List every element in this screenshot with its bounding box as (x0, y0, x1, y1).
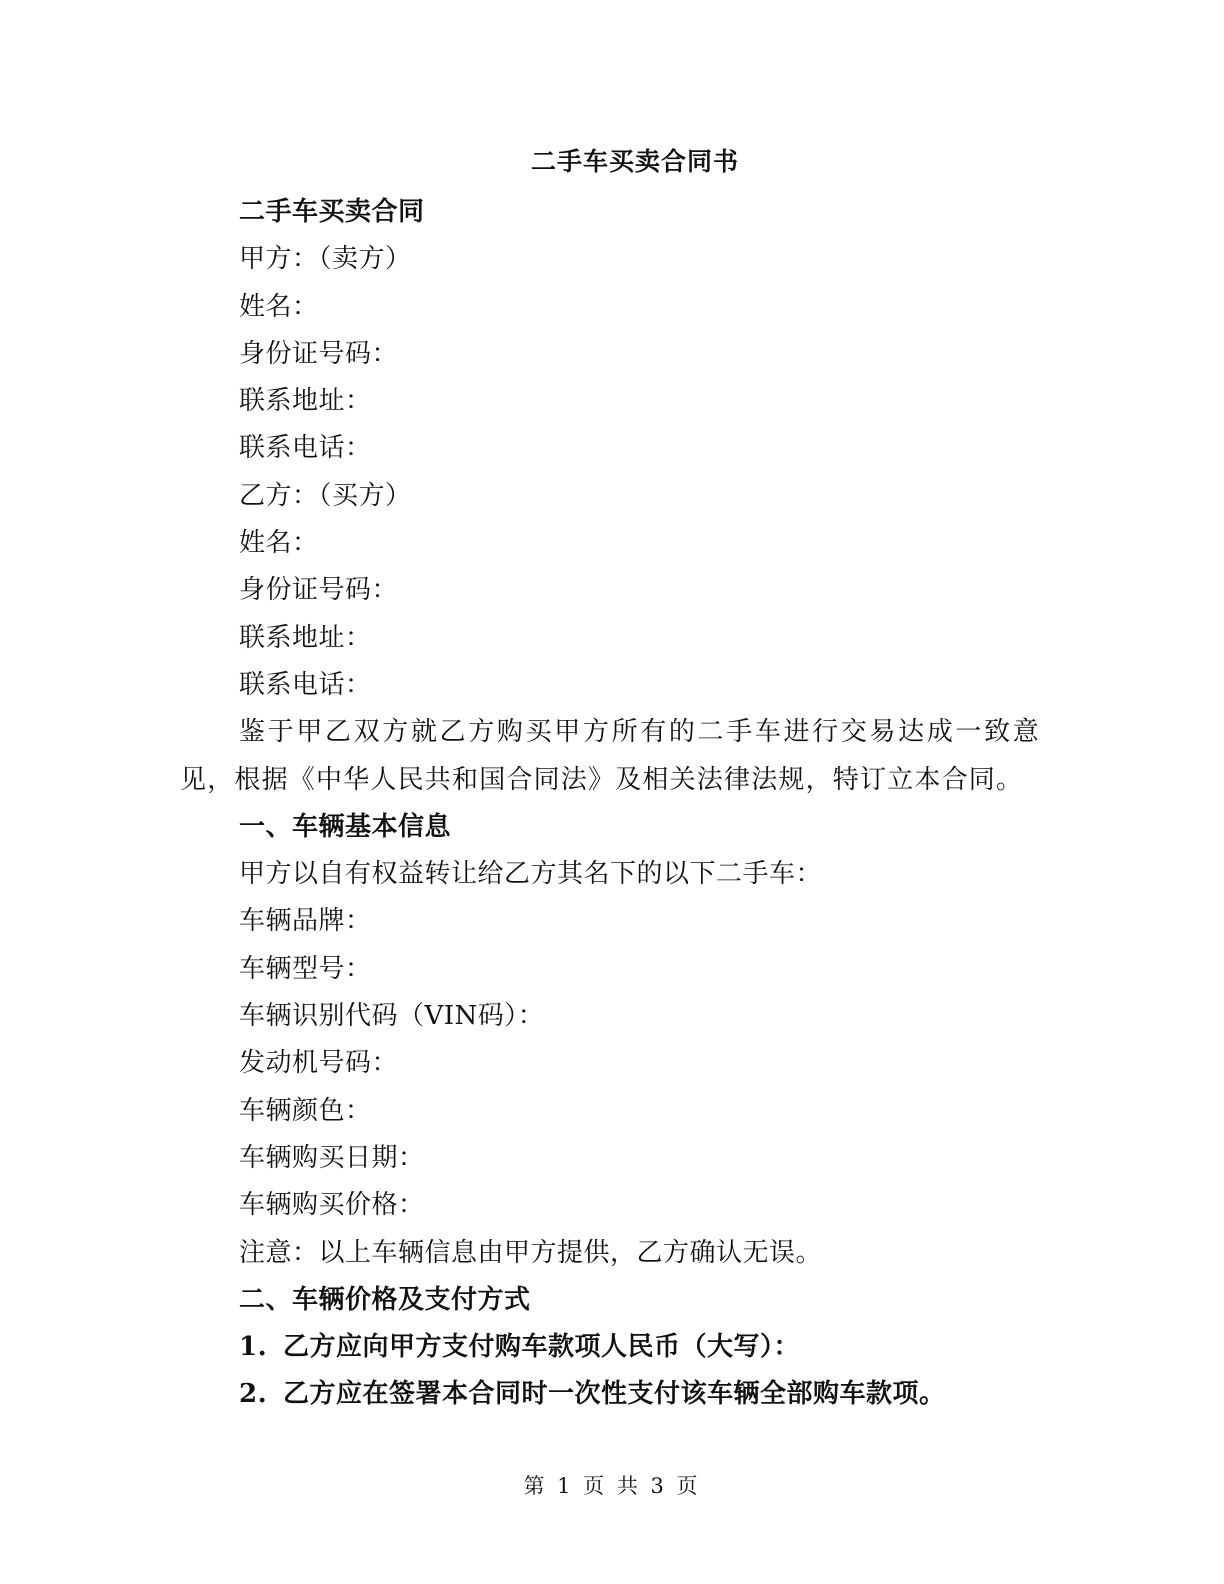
party-a-phone: 联系电话： (239, 433, 372, 464)
contract-heading: 二手车买卖合同 (239, 197, 425, 227)
list-text: 乙方应向甲方支付购车款项人民币（大写）： (283, 1332, 801, 1363)
party-a-name: 姓名： (239, 291, 319, 322)
vehicle-purchase-price: 车辆购买价格： (239, 1190, 425, 1221)
preamble-paragraph: 鉴于甲乙双方就乙方购买甲方所有的二手车进行交易达成一致意见，根据《中华人民共和国合同法》及相关法律法规，特订立本合同。 (180, 717, 1040, 795)
section2-heading: 二、车辆价格及支付方式 (239, 1284, 531, 1315)
vehicle-engine-number: 发动机号码： (239, 1048, 399, 1079)
document-title: 二手车买卖合同书 (530, 147, 739, 176)
party-a-id-number: 身份证号码： (239, 338, 399, 369)
payment-item-1 (180, 1324, 1040, 1371)
party-b-id-number: 身份证号码： (239, 575, 399, 606)
party-b-phone: 联系电话： (239, 669, 372, 700)
document-body (180, 189, 1040, 1419)
vehicle-vin: 车辆识别代码（VIN码）： (239, 1001, 545, 1032)
party-a-label: 甲方：（卖方） (239, 244, 412, 275)
vehicle-color: 车辆颜色： (239, 1095, 372, 1126)
payment-item-2 (180, 1371, 1040, 1418)
vehicle-purchase-date: 车辆购买日期： (239, 1142, 425, 1173)
party-b-name: 姓名： (239, 528, 319, 559)
list-number: 1. (239, 1332, 268, 1363)
vehicle-brand: 车辆品牌： (239, 906, 372, 937)
list-number: 2. (239, 1379, 268, 1410)
party-a-address: 联系地址： (239, 386, 372, 417)
list-text: 乙方应在签署本合同时一次性支付该车辆全部购车款项。 (283, 1379, 946, 1410)
party-b-label: 乙方：（买方） (239, 480, 412, 511)
page-indicator: 第 1 页 共 3 页 (523, 1474, 701, 1498)
vehicle-model: 车辆型号： (239, 953, 372, 984)
vehicle-info-note: 注意：以上车辆信息由甲方提供，乙方确认无误。 (239, 1237, 823, 1268)
section1-intro: 甲方以自有权益转让给乙方其名下的以下二手车： (239, 859, 823, 890)
party-b-address: 联系地址： (239, 622, 372, 653)
section1-heading: 一、车辆基本信息 (239, 811, 452, 842)
